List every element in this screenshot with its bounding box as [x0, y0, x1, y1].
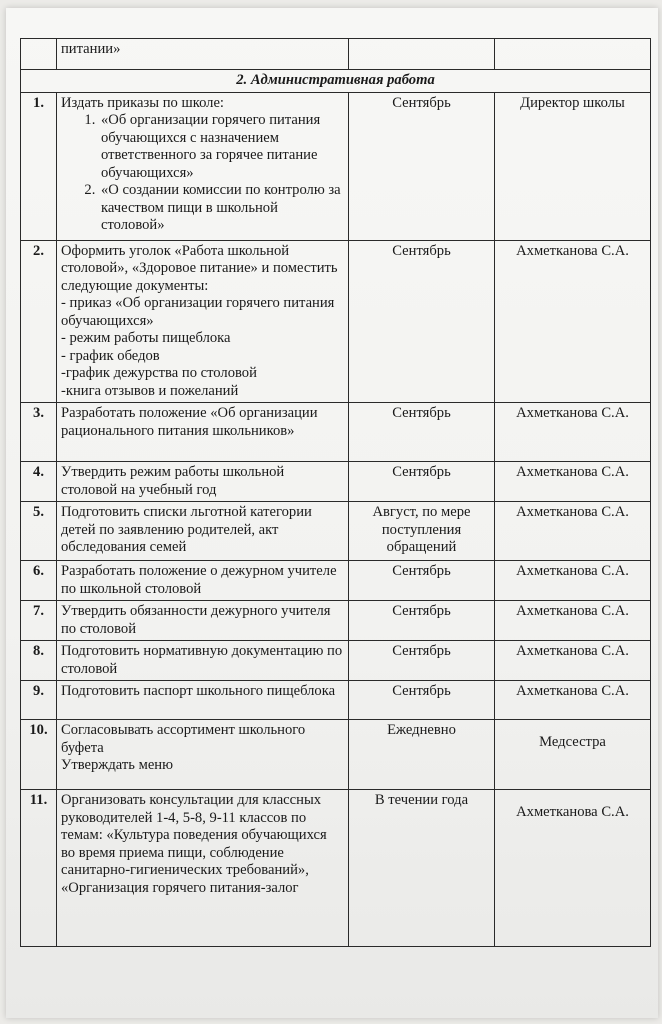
cell-term: Сентябрь — [349, 601, 495, 641]
cell-responsible: Ахметканова С.А. — [495, 403, 651, 462]
cell-activity: Утвердить режим работы школьной столовой на учебный год — [57, 462, 349, 502]
row-number: 1. — [21, 92, 57, 240]
cell-responsible: Директор школы — [495, 92, 651, 240]
cell-activity: Утвердить обязанности дежурного учителя по столовой — [57, 601, 349, 641]
row-number: 2. — [21, 240, 57, 403]
cell-term: В течении года — [349, 790, 495, 947]
cell-activity: Разработать положение «Об организации рационального питания школьников» — [57, 403, 349, 462]
cell-responsible: Медсестра — [495, 720, 651, 790]
cell-activity: Организовать консультации для классных руководителей 1-4, 5-8, 9-11 классов по темам: «Культура поведения обучающихся во время приема пищи, соблюдение санитарно-гигиенических требований», «Организация горячего питания-залог — [57, 790, 349, 947]
section-header-row — [21, 70, 651, 93]
activity-line: -график дежурства по столовой — [61, 365, 257, 381]
row-number: 7. — [21, 601, 57, 641]
row-number: 11. — [21, 790, 57, 947]
cell-term: Сентябрь — [349, 561, 495, 601]
cell-term: Сентябрь — [349, 403, 495, 462]
activity-line: - график обедов — [61, 347, 160, 364]
activity-intro: Издать приказы по школе: — [61, 94, 224, 111]
table-row — [21, 462, 651, 502]
table-row — [21, 561, 651, 601]
cell-responsible — [495, 39, 651, 70]
cell-activity: питании» — [57, 39, 349, 70]
activity-line: - приказ «Об организации горячего питания обучающихся» — [61, 295, 335, 329]
list-item: 1. «Об организации горячего питания обучающихся с назначением ответственного за горячее питание обучающихся» — [99, 112, 344, 182]
cell-responsible: Ахметканова С.А. — [495, 240, 651, 403]
cell-responsible: Ахметканова С.А. — [495, 641, 651, 681]
cell-term: Ежедневно — [349, 720, 495, 790]
table-row — [21, 502, 651, 561]
cell-responsible: Ахметканова С.А. — [495, 681, 651, 720]
cell-term — [349, 39, 495, 70]
row-number: 6. — [21, 561, 57, 601]
cell-activity: Разработать положение о дежурном учителе по школьной столовой — [57, 561, 349, 601]
table-row — [21, 720, 651, 790]
table-row — [21, 790, 651, 947]
cell-responsible: Ахметканова С.А. — [495, 502, 651, 561]
row-number: 9. — [21, 681, 57, 720]
cell-responsible: Ахметканова С.А. — [495, 462, 651, 502]
activity-line: -книга отзывов и пожеланий — [61, 382, 239, 399]
cell-activity — [57, 720, 349, 790]
activity-line: - режим работы пищеблока — [61, 330, 231, 346]
order-list — [61, 112, 344, 235]
row-number: 10. — [21, 720, 57, 790]
cell-activity — [57, 92, 349, 240]
cell-num — [21, 39, 57, 70]
cell-term: Август, по мере поступления обращений — [349, 502, 495, 561]
table-row — [21, 641, 651, 681]
table-row — [21, 403, 651, 462]
cell-term: Сентябрь — [349, 92, 495, 240]
cell-responsible: Ахметканова С.А. — [495, 561, 651, 601]
row-number: 3. — [21, 403, 57, 462]
activity-line: Утверждать меню — [61, 757, 174, 773]
cell-term: Сентябрь — [349, 681, 495, 720]
cell-activity: Подготовить списки льготной категории детей по заявлению родителей, акт обследования семей — [57, 502, 349, 561]
table-row — [21, 601, 651, 641]
activity-line: Согласовывать ассортимент школьного буфета — [61, 722, 306, 756]
row-number: 4. — [21, 462, 57, 502]
table-row — [21, 92, 651, 240]
cell-activity: Подготовить нормативную документацию по столовой — [57, 641, 349, 681]
cell-responsible: Ахметканова С.А. — [495, 601, 651, 641]
table-row — [21, 681, 651, 720]
cell-activity: Подготовить паспорт школьного пищеблока — [57, 681, 349, 720]
activity-plan-table — [20, 38, 651, 947]
cell-term: Сентябрь — [349, 240, 495, 403]
row-number: 5. — [21, 502, 57, 561]
list-item: 2. «О создании комиссии по контролю за качеством пищи в школьной столовой» — [99, 182, 344, 235]
document-page — [6, 8, 658, 1018]
activity-line: Оформить уголок «Работа школьной столовой», «Здоровое питание» и поместить следующие документы: — [61, 242, 338, 294]
cell-responsible: Ахметканова С.А. — [495, 790, 651, 947]
cell-term: Сентябрь — [349, 462, 495, 502]
section-title: 2. Административная работа — [21, 70, 651, 93]
row-number: 8. — [21, 641, 57, 681]
table-row — [21, 240, 651, 403]
table-row — [21, 39, 651, 70]
cell-activity — [57, 240, 349, 403]
cell-term: Сентябрь — [349, 641, 495, 681]
